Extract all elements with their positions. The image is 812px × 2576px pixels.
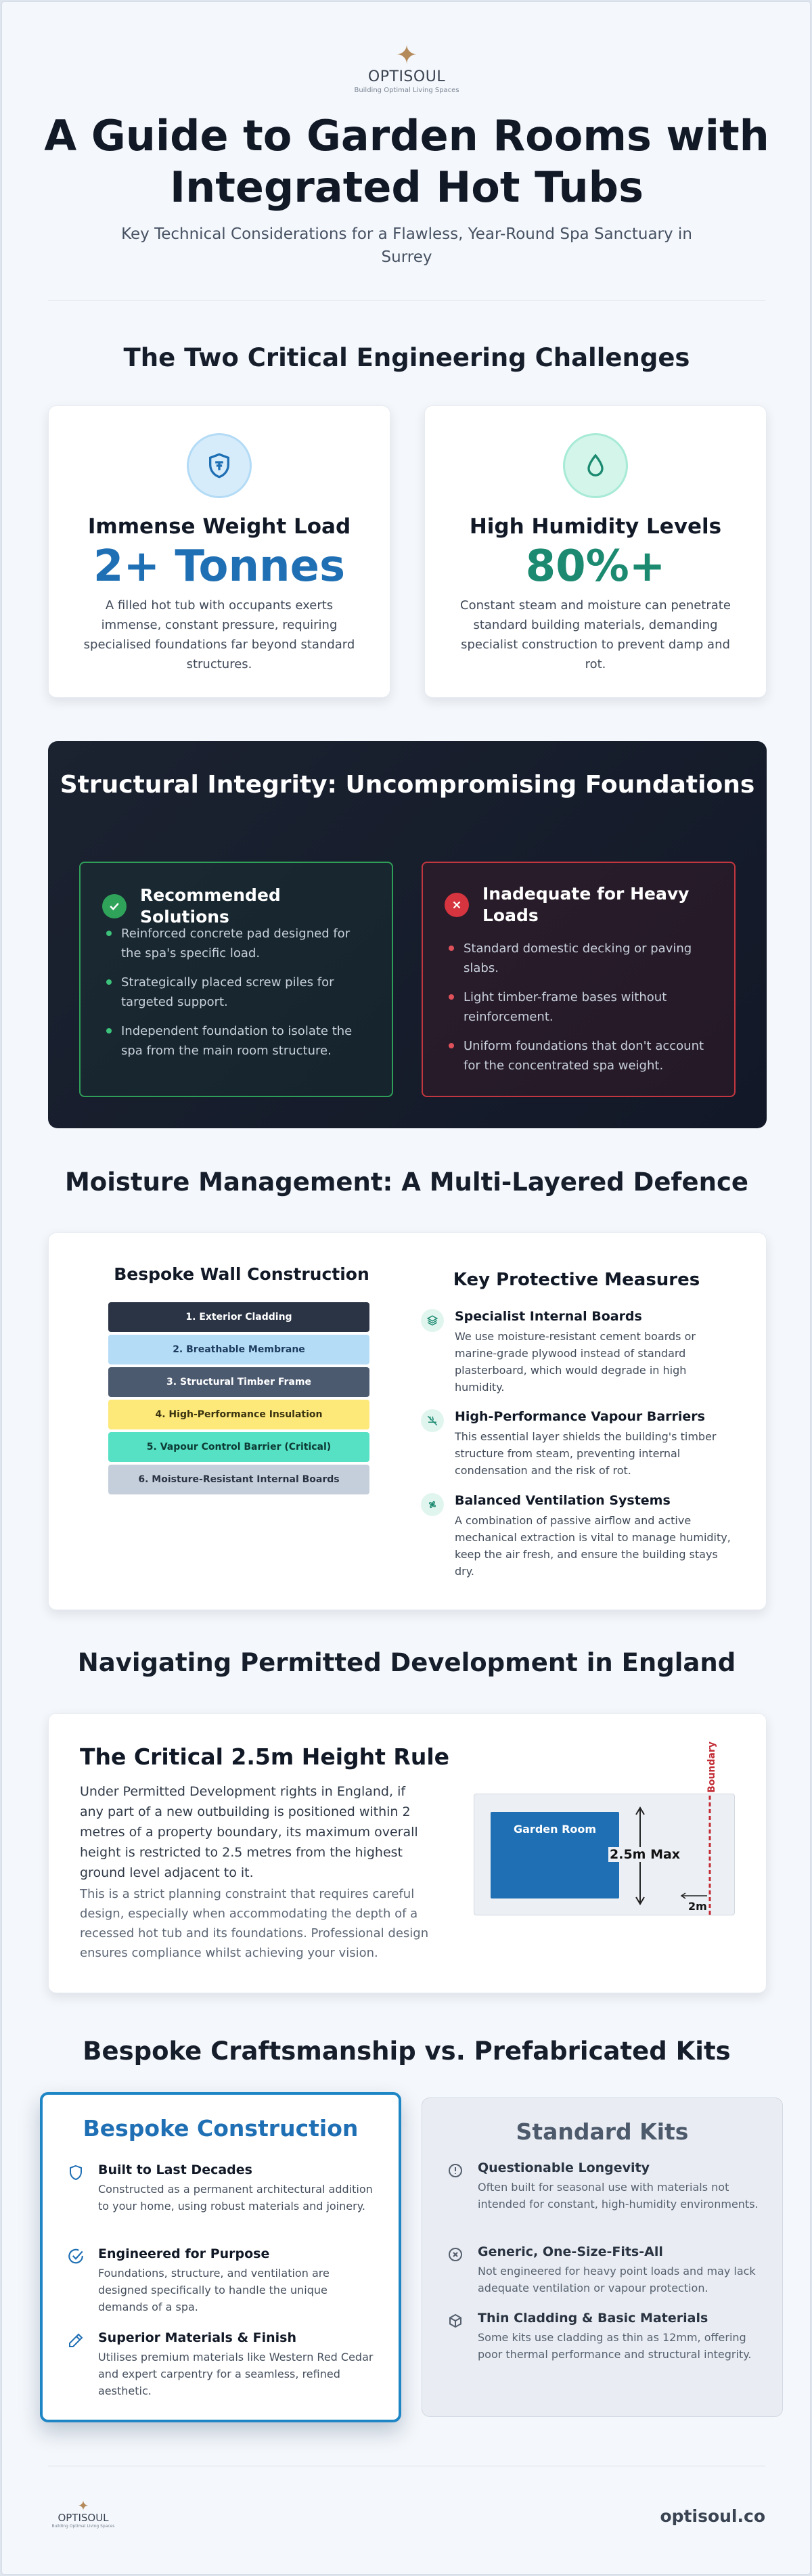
fan-icon <box>421 1493 444 1516</box>
item-title: Built to Last Decades <box>98 2162 252 2177</box>
bespoke-item <box>66 2246 380 2315</box>
page-title <box>2 110 811 213</box>
shield-icon <box>66 2162 86 2183</box>
challenge-title: Immense Weight Load <box>87 514 351 539</box>
distance-label: 2m <box>688 1900 707 1913</box>
item-text: Often built for seasonal use with materials not intended for constant, high-humidity environments. <box>478 2181 759 2211</box>
kit-item <box>445 2311 763 2363</box>
measures-title: Key Protective Measures <box>453 1270 700 1290</box>
x-circle-icon <box>445 2244 466 2265</box>
cube-icon <box>445 2311 466 2331</box>
bespoke-item <box>66 2330 380 2399</box>
wall-layer: 6. Moisture-Resistant Internal Boards <box>108 1465 369 1494</box>
kits-heading: Standard Kits <box>516 2118 689 2145</box>
recommended-box <box>79 862 393 1097</box>
measure-item <box>421 1409 732 1479</box>
footer-logo[interactable] <box>48 2497 118 2529</box>
item-title: Generic, One-Size-Fits-All <box>478 2244 663 2259</box>
challenges-heading: The Two Critical Engineering Challenges <box>123 343 690 372</box>
challenge-card-weight <box>48 405 390 698</box>
page <box>1 1 811 2575</box>
item-title: Engineered for Purpose <box>98 2246 270 2261</box>
list-item: Reinforced concrete pad designed for the spa's specific load. <box>106 924 371 963</box>
challenge-stat: 80%+ <box>525 541 666 592</box>
footer-brand-tagline: Building Optimal Living Spaces <box>51 2524 115 2529</box>
item-text: Constructed as a permanent architectural addition to your home, using robust materials and joinery. <box>98 2183 373 2213</box>
x-icon <box>445 893 469 917</box>
item-text: Utilises premium materials like Western Red Cedar and expert carpentry for a seamless, refined aesthetic. <box>98 2351 374 2397</box>
compare-heading: Bespoke Craftsmanship vs. Prefabricated Kits <box>83 2037 731 2066</box>
challenge-text: A filled hot tub with occupants exerts immense, constant pressure, requiring specialised foundations far beyond standard structures. <box>83 598 355 671</box>
kit-item <box>445 2244 763 2296</box>
moisture-heading: Moisture Management: A Multi-Layered Defence <box>64 1168 748 1197</box>
title-line-1: A Guide to Garden Rooms with <box>44 111 769 160</box>
page-subtitle: Key Technical Considerations for a Flawless, Year-Round Spa Sanctuary in Surrey <box>121 225 692 266</box>
brand-name: OPTISOUL <box>367 68 446 85</box>
recommended-heading: Recommended Solutions <box>140 885 281 927</box>
item-title: Superior Materials & Finish <box>98 2330 297 2345</box>
wall-title: Bespoke Wall Construction <box>114 1264 369 1284</box>
item-title: Thin Cladding & Basic Materials <box>478 2311 708 2326</box>
permitted-card <box>48 1713 767 1993</box>
moisture-card <box>48 1233 767 1610</box>
footer-url-link[interactable]: optisoul.co <box>660 2506 765 2526</box>
boundary-label: Boundary <box>706 1741 717 1793</box>
star-icon: ✦ <box>396 40 418 70</box>
item-text: Not engineered for heavy point loads and may lack adequate ventilation or vapour protection. <box>478 2265 756 2294</box>
list-item: Standard domestic decking or paving slabs. <box>449 939 714 978</box>
item-text: Foundations, structure, and ventilation are designed specifically to handle the unique demands of a spa. <box>98 2267 330 2313</box>
bespoke-item <box>66 2162 380 2215</box>
pencil-icon <box>66 2330 86 2351</box>
structural-title: Structural Integrity: Uncompromising Foundations <box>60 771 755 799</box>
check-circle-icon <box>66 2246 86 2267</box>
height-rule-text: Under Permitted Development rights in England, if any part of a new outbuilding is positioned within 2 metres of a property boundary, its maximum overall height is restricted to 2.5 metres from the highest ground level adjacent to it. <box>80 1784 418 1880</box>
measure-text: A combination of passive airflow and active mechanical extraction is vital to manage humidity, keep the air fresh, and ensure the building stays dry. <box>455 1514 731 1578</box>
footer-brand-name: OPTISOUL <box>58 2512 109 2524</box>
measure-title: Specialist Internal Boards <box>455 1309 642 1324</box>
measure-title: High-Performance Vapour Barriers <box>455 1409 705 1424</box>
measure-text: We use moisture-resistant cement boards or marine-grade plywood instead of standard plasterboard, which would degrade in high humidity. <box>455 1330 696 1394</box>
brand-logo[interactable] <box>2 40 811 94</box>
inadequate-box <box>422 862 736 1097</box>
wall-layer: 3. Structural Timber Frame <box>108 1367 369 1397</box>
challenge-text: Constant steam and moisture can penetrate standard building materials, demanding specialist construction to prevent damp and rot. <box>460 598 731 671</box>
title-line-2: Integrated Hot Tubs <box>170 162 644 212</box>
recommended-list <box>106 924 371 1070</box>
layers-icon <box>421 1309 444 1332</box>
shield-icon <box>187 433 252 498</box>
divider <box>48 300 765 301</box>
height-rule-note: This is a strict planning constraint that requires careful design, especially when accommodating the depth of a recessed hot tub and its foundations. Professional design ensures compliance whilst achieving your vision. <box>80 1887 429 1960</box>
height-rule-title: The Critical 2.5m Height Rule <box>80 1744 450 1770</box>
item-title: Questionable Longevity <box>478 2160 650 2175</box>
garden-room-label: Garden Room <box>514 1823 597 1836</box>
inadequate-list <box>449 939 714 1085</box>
item-text: Some kits use cladding as thin as 12mm, offering poor thermal performance and structural integrity. <box>478 2331 752 2361</box>
kit-item <box>445 2160 763 2213</box>
wall-layer: 2. Breathable Membrane <box>108 1335 369 1364</box>
measure-text: This essential layer shields the building's timber structure from steam, preventing internal condensation and the risk of rot. <box>455 1430 717 1477</box>
list-item: Independent foundation to isolate the spa from the main room structure. <box>106 1021 371 1061</box>
wall-layer: 5. Vapour Control Barrier (Critical) <box>108 1432 369 1462</box>
challenge-title: High Humidity Levels <box>469 514 722 539</box>
bespoke-card <box>40 2092 401 2422</box>
bespoke-heading: Bespoke Construction <box>83 2115 359 2141</box>
challenge-stat: 2+ Tonnes <box>93 541 346 592</box>
measure-item <box>421 1493 732 1580</box>
inadequate-heading: Inadequate for Heavy Loads <box>482 884 690 925</box>
permitted-heading: Navigating Permitted Development in England <box>77 1648 736 1677</box>
challenge-card-humidity <box>424 405 767 698</box>
wall-layer: 1. Exterior Cladding <box>108 1302 369 1332</box>
measure-title: Balanced Ventilation Systems <box>455 1493 671 1508</box>
star-icon: ✦ <box>77 2497 89 2514</box>
structural-panel <box>48 741 767 1128</box>
brand-tagline: Building Optimal Living Spaces <box>354 87 459 94</box>
list-item: Strategically placed screw piles for targeted support. <box>106 973 371 1012</box>
droplet-icon <box>563 433 628 498</box>
no-steam-icon <box>421 1409 444 1432</box>
list-item: Light timber-frame bases without reinforcement. <box>449 987 714 1027</box>
kits-card <box>422 2097 783 2417</box>
height-label: 2.5m Max <box>610 1847 681 1862</box>
height-diagram <box>474 1741 735 1915</box>
wall-layer: 4. High-Performance Insulation <box>108 1400 369 1429</box>
check-icon <box>102 894 127 918</box>
list-item: Uniform foundations that don't account for the concentrated spa weight. <box>449 1036 714 1075</box>
alert-circle-icon <box>445 2160 466 2181</box>
measure-item <box>421 1309 732 1396</box>
